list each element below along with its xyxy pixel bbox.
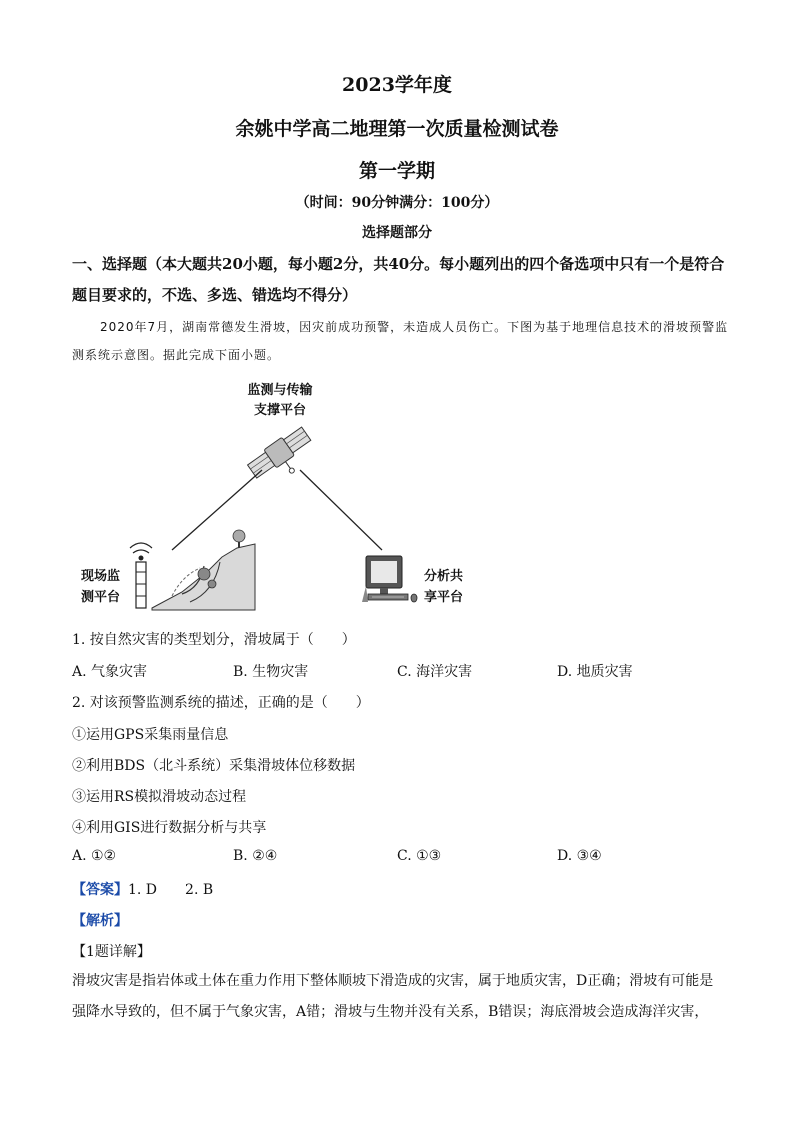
question-intro: 2020年7月，湖南常德发生滑坡，因灾前成功预警，未造成人员伤亡。下图为基于地理信息技术的滑坡预警监测系统示意图。据此完成下面小题。 — [72, 320, 729, 362]
satellite-label-line2: 支撑平台 — [253, 403, 307, 418]
answer-value: 1. D 2. B — [128, 882, 214, 898]
satellite-label-line1: 监测与传输 — [247, 383, 313, 398]
q2-statement-2: ②利用BDS（北斗系统）采集滑坡体位移数据 — [72, 758, 356, 774]
analysis-platform-label-line1: 分析共 — [424, 569, 464, 584]
question-1-stem: 1. 按自然灾害的类型划分，滑坡属于（ ） — [72, 632, 356, 648]
q2-statement-3: ③运用RS模拟滑坡动态过程 — [72, 789, 247, 805]
landslide-slope-icon — [152, 530, 255, 610]
q1-option-d[interactable]: D. 地质灾害 — [557, 664, 633, 680]
exam-term: 第一学期 — [358, 160, 435, 182]
section-heading: 一、选择题（本大题共20小题，每小题2分，共40分。每小题列出的四个备选项中只有一个是符合题目要求的，不选、多选、错选均不得分） — [72, 255, 725, 304]
field-platform-label-line2: 测平台 — [81, 590, 121, 605]
monitoring-tower-icon — [130, 543, 152, 608]
q1-option-a[interactable]: A. 气象灾害 — [72, 664, 148, 680]
answer-row — [72, 879, 213, 899]
link-line-analysis — [300, 470, 382, 550]
question-2-stem: 2. 对该预警监测系统的描述，正确的是（ ） — [72, 695, 370, 711]
analysis-label: 【解析】 — [72, 913, 128, 929]
part-heading: 选择题部分 — [362, 225, 432, 241]
analysis-text: 滑坡灾害是指岩体或土体在重力作用下整体顺坡下滑造成的灾害，属于地质灾害，D正确；滑坡有可能是强降水导致的，但不属于气象灾害，A错；滑坡与生物并没有关系，B错误；海底滑坡会造成海洋灾害， — [72, 973, 714, 1020]
q2-statement-1: ①运用GPS采集雨量信息 — [72, 727, 229, 743]
answer-label: 【答案】 — [72, 882, 128, 898]
exam-title: 余姚中学高二地理第一次质量检测试卷 — [235, 118, 559, 140]
q2-option-d[interactable]: D. ③④ — [557, 848, 602, 864]
satellite-icon — [246, 425, 320, 492]
field-platform-label-line1: 现场监 — [81, 569, 121, 584]
landslide-monitoring-figure — [72, 372, 492, 622]
exam-time-info: （时间：90分钟满分：100分） — [295, 195, 499, 211]
analysis-row — [72, 910, 128, 930]
computer-icon — [362, 556, 417, 602]
q1-option-b[interactable]: B. 生物灾害 — [233, 664, 309, 680]
detail-label: 【1题详解】 — [72, 944, 151, 960]
q2-option-a[interactable]: A. ①② — [72, 848, 117, 864]
q2-option-b[interactable]: B. ②④ — [233, 848, 278, 864]
exam-year: 2023学年度 — [342, 74, 452, 96]
q1-option-c[interactable]: C. 海洋灾害 — [397, 664, 473, 680]
q2-option-c[interactable]: C. ①③ — [397, 848, 442, 864]
analysis-platform-label-line2: 享平台 — [424, 590, 464, 605]
q2-statement-4: ④利用GIS进行数据分析与共享 — [72, 820, 267, 836]
link-line-field — [172, 470, 262, 550]
